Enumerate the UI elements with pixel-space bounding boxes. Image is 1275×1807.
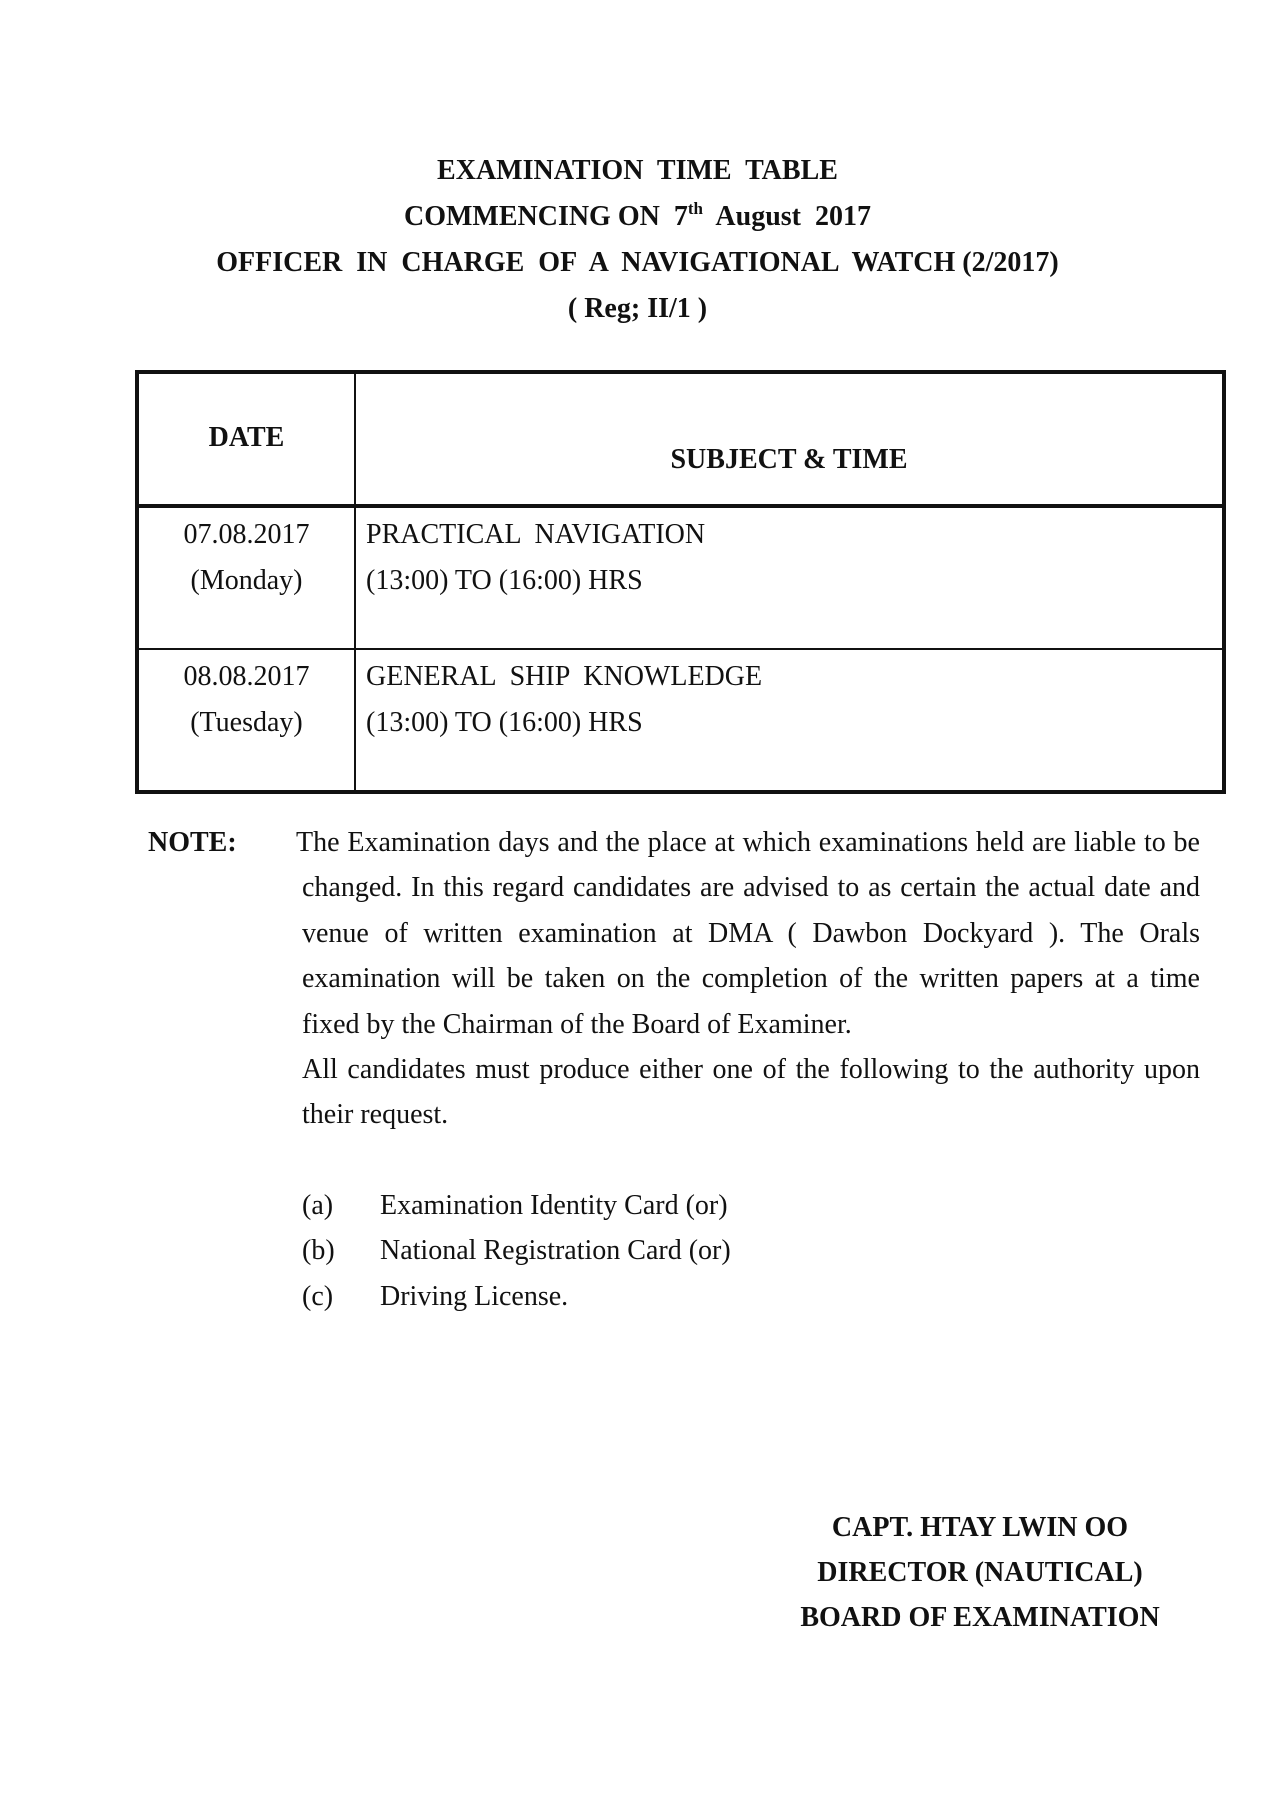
note-label: NOTE: — [148, 827, 237, 858]
note-paragraph-identity: All candidates must produce either one of the following to the authority upon their request. — [302, 1054, 1200, 1131]
exam-time: (13:00) TO (16:00) HRS — [366, 707, 643, 738]
date-cell — [137, 649, 355, 792]
document-title: EXAMINATION TIME TABLE — [437, 155, 838, 186]
table-row — [137, 649, 1224, 792]
note-paragraph-venue: The Examination days and the place at which examinations held are liable to be changed. In this regard candidates are advised to as certain the actual date and venue of written examination at DMA ( Dawbon Dockyard ). The Orals examination will be taken on the completion of the written papers at a time fixed by the Chairman of the Board of Examiner. — [296, 827, 1200, 1040]
exam-subject: PRACTICAL NAVIGATION — [366, 519, 706, 550]
signatory-organization: BOARD OF EXAMINATION — [800, 1602, 1160, 1633]
date-cell — [137, 506, 355, 649]
commencing-suffix: August 2017 — [702, 201, 872, 232]
list-item — [302, 1228, 1002, 1273]
identity-document-list — [302, 1183, 1002, 1319]
note-body — [296, 820, 1200, 1138]
exam-date: 08.08.2017 — [183, 661, 310, 692]
table-row — [137, 506, 1224, 649]
commencing-date — [0, 194, 1275, 240]
regulation-reference: ( Reg; II/1 ) — [567, 293, 708, 324]
exam-subject: GENERAL SHIP KNOWLEDGE — [366, 661, 763, 692]
ordinal-suffix: th — [687, 199, 703, 218]
list-marker: (b) — [302, 1235, 335, 1267]
list-item — [302, 1274, 1002, 1319]
list-marker: (c) — [302, 1280, 334, 1312]
subject-cell — [355, 506, 1224, 649]
signatory-name: CAPT. HTAY LWIN OO — [831, 1512, 1129, 1543]
exam-date: 07.08.2017 — [183, 519, 310, 550]
list-item-text: National Registration Card (or) — [380, 1235, 731, 1267]
signature-block — [770, 1505, 1190, 1640]
exam-time: (13:00) TO (16:00) HRS — [366, 565, 643, 596]
exam-day: (Tuesday) — [190, 707, 303, 738]
list-item-text: Driving License. — [380, 1280, 569, 1312]
table-header-row — [137, 372, 1224, 506]
list-marker: (a) — [302, 1190, 334, 1221]
signatory-position: DIRECTOR (NAUTICAL) — [817, 1557, 1143, 1588]
subject-cell — [355, 649, 1224, 792]
document-header — [0, 148, 1275, 332]
exam-day: (Monday) — [190, 565, 303, 596]
exam-schedule-table — [135, 370, 1226, 794]
subject-column-header: SUBJECT & TIME — [355, 372, 1224, 506]
list-item — [302, 1183, 1002, 1228]
list-item-text: Examination Identity Card (or) — [380, 1190, 728, 1221]
course-title: OFFICER IN CHARGE OF A NAVIGATIONAL WATCH (2/2017) — [216, 247, 1059, 278]
date-column-header: DATE — [137, 372, 355, 506]
commencing-prefix: COMMENCING ON 7 — [403, 201, 688, 232]
